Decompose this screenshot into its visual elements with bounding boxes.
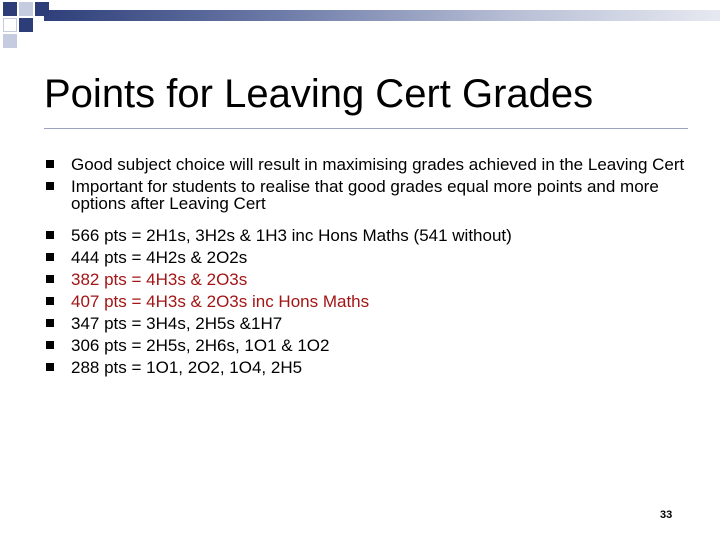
bullet-item-highlighted bbox=[46, 271, 686, 288]
decor-square bbox=[35, 2, 49, 16]
bullet-square-icon bbox=[46, 341, 54, 349]
decor-square bbox=[3, 18, 17, 32]
bullet-square-icon bbox=[46, 363, 54, 371]
bullet-text: 566 pts = 2H1s, 3H2s & 1H3 inc Hons Maths (541 without) bbox=[71, 226, 512, 245]
page-number: 33 bbox=[660, 509, 673, 521]
bullet-square-icon bbox=[46, 297, 54, 305]
bullet-square-icon bbox=[46, 253, 54, 261]
bullet-item-highlighted bbox=[46, 293, 686, 310]
header-gradient-bar bbox=[44, 10, 720, 21]
title-underline bbox=[44, 128, 688, 129]
bullet-text: Good subject choice will result in maximising grades achieved in the Leaving Cert bbox=[71, 155, 685, 174]
bullet-text: 444 pts = 4H2s & 2O2s bbox=[71, 248, 248, 267]
bullet-item bbox=[46, 249, 686, 266]
bullet-text: 306 pts = 2H5s, 2H6s, 1O1 & 1O2 bbox=[71, 336, 330, 355]
bullet-square-icon bbox=[46, 275, 54, 283]
bullet-item bbox=[46, 315, 686, 332]
bullet-list bbox=[46, 156, 686, 381]
decor-square bbox=[3, 34, 17, 48]
bullet-square-icon bbox=[46, 319, 54, 327]
header-decoration bbox=[0, 0, 720, 50]
bullet-item bbox=[46, 178, 686, 212]
bullet-text: 347 pts = 3H4s, 2H5s &1H7 bbox=[71, 314, 283, 333]
bullet-text: 407 pts = 4H3s & 2O3s inc Hons Maths bbox=[71, 292, 370, 311]
bullet-text: Important for students to realise that good grades equal more points and more options after Leaving Cert bbox=[71, 177, 659, 213]
bullet-item bbox=[46, 227, 686, 244]
bullet-square-icon bbox=[46, 160, 54, 168]
bullet-item bbox=[46, 337, 686, 354]
slide-title: Points for Leaving Cert Grades bbox=[44, 72, 594, 116]
bullet-text: 288 pts = 1O1, 2O2, 1O4, 2H5 bbox=[71, 358, 303, 377]
decor-square bbox=[19, 2, 33, 16]
bullet-item bbox=[46, 359, 686, 376]
bullet-square-icon bbox=[46, 182, 54, 190]
decor-square bbox=[3, 2, 17, 16]
decor-square bbox=[19, 18, 33, 32]
bullet-item bbox=[46, 156, 686, 173]
bullet-text: 382 pts = 4H3s & 2O3s bbox=[71, 270, 248, 289]
bullet-square-icon bbox=[46, 231, 54, 239]
